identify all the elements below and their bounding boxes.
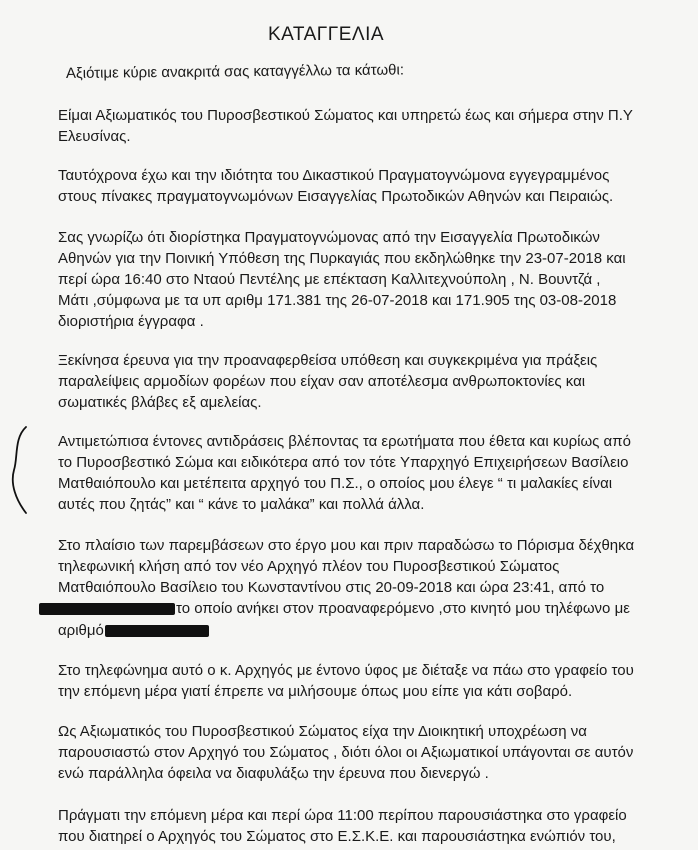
- paragraph-6-line-5: [58, 621, 210, 641]
- paragraph-5-line-2: το Πυροσβεστικό Σώμα και ειδικότερα από τον τότε Υπαρχηγό Επιχειρήσεων Βασίλειο: [58, 454, 629, 471]
- paragraph-3-line-5: διοριστήρια έγγραφα .: [58, 313, 204, 330]
- paragraph-5-line-1: Αντιμετώπισα έντονες αντιδράσεις βλέποντας τα ερωτήματα που έθετα και κυρίως από: [58, 433, 631, 450]
- paragraph-5-line-3: Ματθαιόπουλο και μετέπειτα αρχηγό του Π.Σ., ο οποίος μου έλεγε “ τι μαλακίες είναι: [58, 475, 613, 492]
- paragraph-1-line-1: Είμαι Αξιωματικός του Πυροσβεστικού Σώματος και υπηρετώ έως και σήμερα στην Π.Υ: [58, 107, 633, 124]
- paragraph-3-line-4: Μάτι ,σύμφωνα με τα υπ αριθμ 171.381 της 26-07-2018 και 171.905 της 03-08-2018: [58, 292, 617, 309]
- paragraph-3-line-1: Σας γνωρίζω ότι διορίστηκα Πραγματογνώμονας από την Εισαγγελία Πρωτοδικών: [58, 229, 600, 246]
- paragraph-1-line-2: Ελευσίνας.: [58, 128, 131, 145]
- paragraph-4-line-2: παραλείψεις αρμοδίων φορέων που είχαν σαν αποτέλεσμα ανθρωποκτονίες και: [58, 373, 586, 390]
- paragraph-5-line-4: αυτές που ζητάς” και “ κάνε το μαλάκα” και πολλά άλλα.: [58, 496, 425, 513]
- paragraph-8-line-1: Ως Αξιωματικός του Πυροσβεστικού Σώματος είχα την Διοικητική υποχρέωση να: [58, 723, 587, 740]
- paragraph-6-line-4: [38, 599, 630, 619]
- paragraph-2-line-2: στους πίνακες πραγματογνωμόνων Εισαγγελίας Πρωτοδικών Αθηνών και Πειραιώς.: [58, 188, 614, 205]
- paragraph-4-line-1: Ξεκίνησα έρευνα για την προαναφερθείσα υπόθεση και συγκεκριμένα για πράξεις: [58, 352, 598, 369]
- paragraph-6-line-3: Ματθαιόπουλο Βασίλειο του Κωνσταντίνου στις 20-09-2018 και ώρα 23:41, από το: [58, 579, 605, 596]
- paragraph-8-line-2: παρουσιαστώ στον Αρχηγό του Σώματος , διότι όλοι οι Αξιωματικοί υπάγονται σε αυτόν: [58, 744, 634, 761]
- paragraph-9-line-2: που διατηρεί ο Αρχηγός του Σώματος στο Ε.Σ.Κ.Ε. και παρουσιάστηκα ενώπιόν του,: [58, 828, 616, 845]
- redaction-bar: [39, 603, 175, 615]
- handwritten-bracket-mark: [6, 424, 36, 516]
- paragraph-7-line-2: την επόμενη μέρα γιατί έπρεπε να μιλήσουμε όπως μου είπε για κάτι σοβαρό.: [58, 683, 573, 700]
- paragraph-3-line-2: Αθηνών για την Ποινική Υπόθεση της Πυρκαγιάς που εκδηλώθηκε την 23-07-2018 και: [58, 250, 626, 267]
- paragraph-2-line-1: Ταυτόχρονα έχω και την ιδιότητα του Δικαστικού Πραγματογνώμονα εγγεγραμμένος: [58, 167, 610, 184]
- paragraph-6-line-2: τηλεφωνική κλήση από τον νέο Αρχηγό πλέον του Πυροσβεστικού Σώματος: [58, 558, 560, 575]
- redaction-bar: [105, 625, 209, 637]
- paragraph-6-line-5-text: αριθμό: [58, 622, 104, 639]
- paragraph-6-line-4-text: το οποίο ανήκει στον προαναφερόμενο ,στο κινητό μου τηλέφωνο με: [176, 600, 630, 617]
- paragraph-6-line-1: Στο πλαίσιο των παρεμβάσεων στο έργο μου και πριν παραδώσω το Πόρισμα δέχθηκα: [58, 537, 635, 554]
- paragraph-7-line-1: Στο τηλεφώνημα αυτό ο κ. Αρχηγός με έντονο ύφος με διέταξε να πάω στο γραφείο του: [58, 662, 634, 679]
- paragraph-3-line-3: περί ώρα 16:40 στο Νταού Πεντέλης με επέκταση Καλλιτεχνούπολη , Ν. Βουντζά ,: [58, 271, 601, 288]
- document-title: ΚΑΤΑΓΓΕΛΙΑ: [267, 24, 385, 45]
- paragraph-9-line-1: Πράγματι την επόμενη μέρα και περί ώρα 11:00 περίπου παρουσιάστηκα στο γραφείο: [58, 807, 627, 824]
- paragraph-8-line-3: ενώ παράλληλα όφειλα να διαφυλάξω την έρευνα που διενεργώ .: [58, 765, 489, 782]
- paragraph-4-line-3: σωματικές βλάβες εξ αμελείας.: [58, 394, 262, 411]
- greeting-line: Αξιότιμε κύριε ανακριτά σας καταγγέλλω τα κάτωθι:: [65, 61, 405, 82]
